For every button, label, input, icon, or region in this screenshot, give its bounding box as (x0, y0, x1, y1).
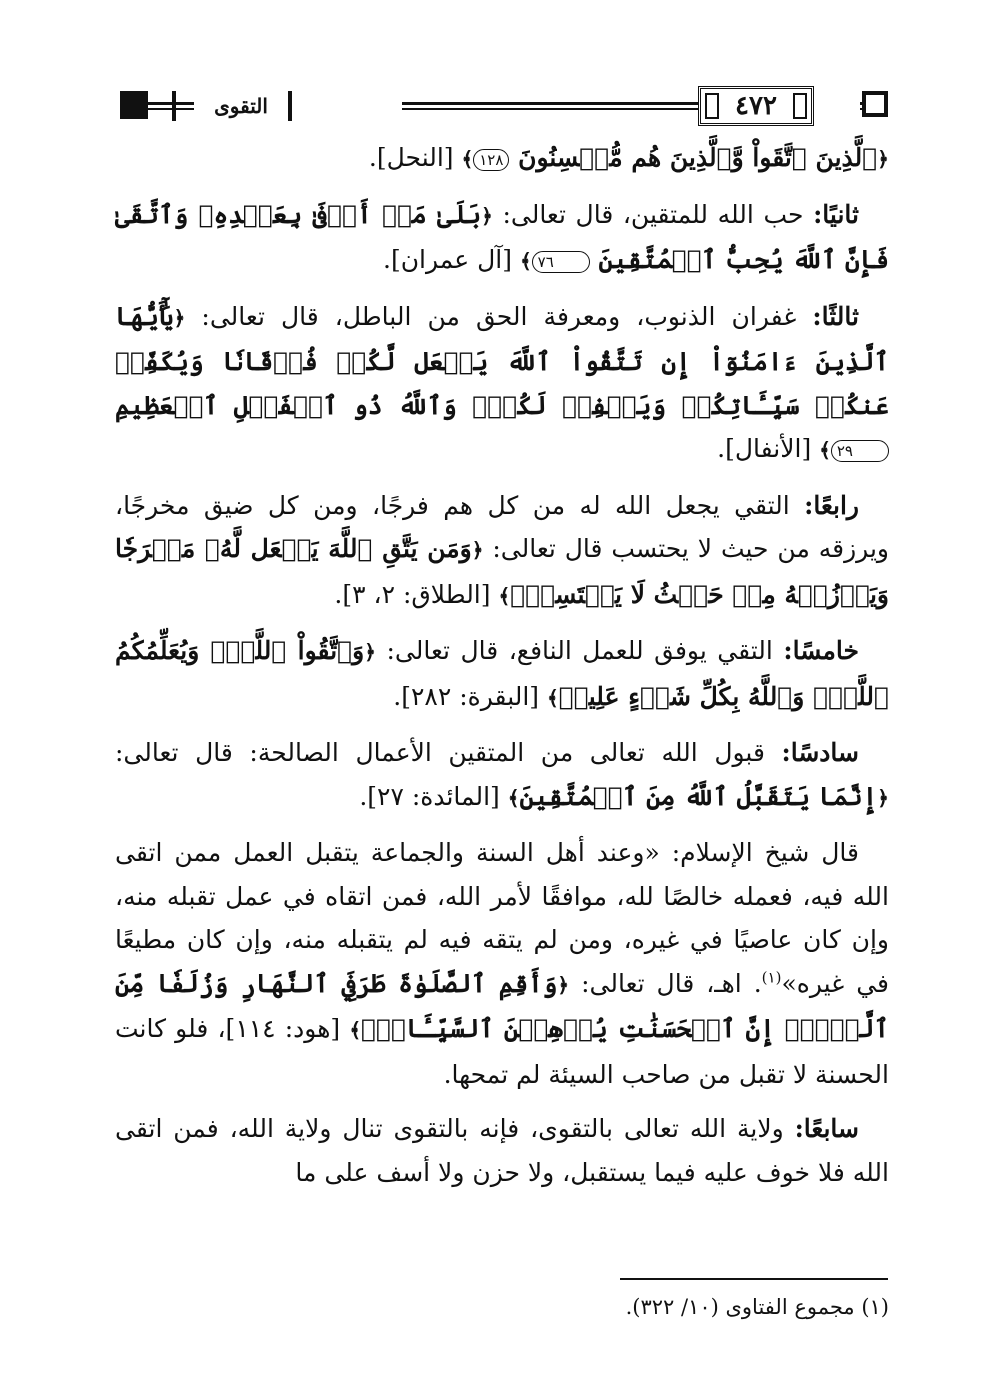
quran-bracket-close: ﴾ (461, 147, 474, 171)
running-title: التقوى (214, 94, 268, 118)
paragraph-text: . اهـ، قال تعالى: (581, 968, 762, 998)
paragraph (115, 193, 889, 284)
header-ornament-square-outline (862, 91, 888, 117)
quran-bracket-close: ﴾ (498, 583, 511, 608)
page-header (112, 82, 892, 130)
quran-bracket-open: ﴿ (481, 203, 493, 228)
footnote: (١) مجموع الفتاوى (١٠/ ٣٢٢). (625, 1295, 889, 1319)
header-divider-bar (288, 91, 292, 121)
quran-verse (462, 143, 889, 172)
quran-bracket-close: ﴾ (547, 685, 559, 710)
quran-bracket-open: ﴿ (877, 785, 889, 810)
paragraph-text: ولاية الله تعالى بالتقوى، فإنه بالتقوى تنال ولاية الله، فمن اتقى الله فلا خوف عليه فيما يستقبل، ولا حزن ولا أسف على ما (115, 1114, 889, 1187)
header-divider-bar (172, 91, 176, 121)
verse-number: ٧٦ (532, 251, 590, 273)
quran-bracket-close: ﴾ (519, 249, 532, 273)
quran-bracket-open: ﴿ (364, 640, 376, 664)
verse-number: ١٢٨ (473, 149, 509, 171)
paragraph-text: التقي يوفق للعمل النافع، قال تعالى: (386, 636, 773, 665)
quran-bracket-open: ﴿ (173, 305, 186, 330)
paragraph-text: التقي يجعل الله له من كل هم فرجًا، ومن كل ضيق مخرجًا، ويرزقه من حيث لا يحتسب قال تعالى: (115, 490, 889, 563)
header-rule (148, 102, 194, 110)
paragraph (115, 731, 889, 820)
paragraph (115, 295, 889, 473)
quran-bracket-close: ﴾ (819, 438, 831, 462)
verse-text: وَمَن يَتَّقِ ٱللَّهَ يَجۡعَل لَّهُۥ مَخۡرَجٗا وَيَرۡزُقۡهُ مِنۡ حَيۡثُ لَا يَحۡتَسِبُۚ (115, 534, 889, 609)
point-heading: سابعًا: (794, 1114, 859, 1143)
paragraph-text: حب الله للمتقين، قال تعالى: (502, 199, 804, 229)
quran-bracket-open: ﴿ (877, 147, 889, 171)
quote-text: قال شيخ الإسلام: «وعند أهل السنة والجماعة يتقبل العمل ممن اتقى الله فيه، فعمله خالصًا لله، موافقًا لأمر الله، فمن اتقاه في عمل تقبله منه، وإن كان عاصيًا في غيره، ومن لم يتقه فيه لم يتقبله منه، وإن كان مطيعًا في غيره» (115, 838, 889, 998)
paragraph (115, 136, 889, 182)
quran-bracket-open: ﴿ (557, 972, 570, 997)
verse-source: [الأنفال]. (717, 434, 812, 463)
paragraph (115, 831, 889, 1096)
point-heading: سادسًا: (781, 738, 859, 767)
paragraph (115, 629, 889, 720)
verse-text: إِنَّمَا يَتَقَبَّلُ ٱللَّهُ مِنَ ٱلۡمُتَّقِينَ (519, 781, 878, 811)
footnote-separator (620, 1278, 888, 1280)
quran-bracket-close: ﴾ (349, 1018, 362, 1042)
header-ornament-square-filled (120, 91, 148, 119)
point-heading: ثالثًا: (812, 301, 860, 331)
page-body (115, 136, 889, 1194)
verse-source: [آل عمران]. (383, 245, 512, 274)
verse-text: بَلَىٰ مَنۡ أَوۡفَىٰ بِعَهۡدِهِۦ وَٱتَّقَىٰ فَإِنَّ ٱللَّهَ يُحِبُّ ٱلۡمُتَّقِينَ (115, 199, 889, 274)
paragraph-text: غفران الذنوب، ومعرفة الحق من الباطل، قال تعالى: (201, 301, 797, 331)
quran-bracket-open: ﴿ (471, 538, 484, 562)
point-heading: خامسًا: (783, 636, 860, 665)
page-number: ٤٧٢ (735, 91, 777, 121)
paragraph-text: قبول الله تعالى من المتقين الأعمال الصالحة: قال تعالى: (115, 738, 765, 767)
verse-source: [البقرة: ٢٨٢]. (393, 681, 540, 711)
verse-source: [الطلاق: ٢، ٣]. (334, 579, 491, 609)
point-heading: رابعًا: (804, 490, 859, 520)
verse-source: [النحل]. (368, 143, 454, 172)
quran-bracket-close: ﴾ (507, 785, 520, 810)
point-heading: ثانيًا: (813, 199, 859, 229)
verse-source: [هود: ١١٤]، (217, 1014, 341, 1043)
page-number-frame (698, 86, 814, 126)
paragraph-text: فلو كانت الحسنة لا تقبل من صاحب السيئة لم تمحها. (115, 1014, 889, 1089)
paragraph (115, 1107, 889, 1194)
quran-verse (508, 782, 889, 811)
verse-number: ٢٩ (831, 440, 889, 462)
footnote-reference[interactable]: (١) (761, 968, 782, 987)
verse-text: يَٰٓأَيُّهَا ٱلَّذِينَ ءَامَنُوٓاْ إِن تَتَّقُواْ ٱللَّهَ يَجۡعَل لَّكُمۡ فُرۡقَانٗا وَيُكَفِّرۡ عَنكُمۡ سَيِّـَٔاتِكُمۡ وَيَغۡفِرۡ لَكُمۡۗ وَٱللَّهُ ذُو ٱلۡفَضۡلِ ٱلۡعَظِيمِ (115, 301, 889, 420)
verse-source: [المائدة: ٢٧]. (359, 781, 500, 811)
paragraph (115, 484, 889, 619)
verse-text: وَٱتَّقُواْ ٱللَّهَۖ وَيُعَلِّمُكُمُ ٱللَّهُۗ وَٱللَّهُ بِكُلِّ شَيۡءٍ عَلِيمٞ (115, 636, 889, 711)
verse-text: وَأَقِمِ ٱلصَّلَوٰةَ طَرَفَيِ ٱلنَّهَارِ وَزُلَفٗا مِّنَ ٱلَّيۡلِۚ إِنَّ ٱلۡحَسَنَٰتِ يُذۡهِبۡنَ ٱلسَّيِّـَٔاتِۚ (115, 968, 890, 1043)
verse-text: ٱلَّذِينَ ٱتَّقَواْ وَّٱلَّذِينَ هُم مُّحۡسِنُونَ (518, 143, 878, 172)
